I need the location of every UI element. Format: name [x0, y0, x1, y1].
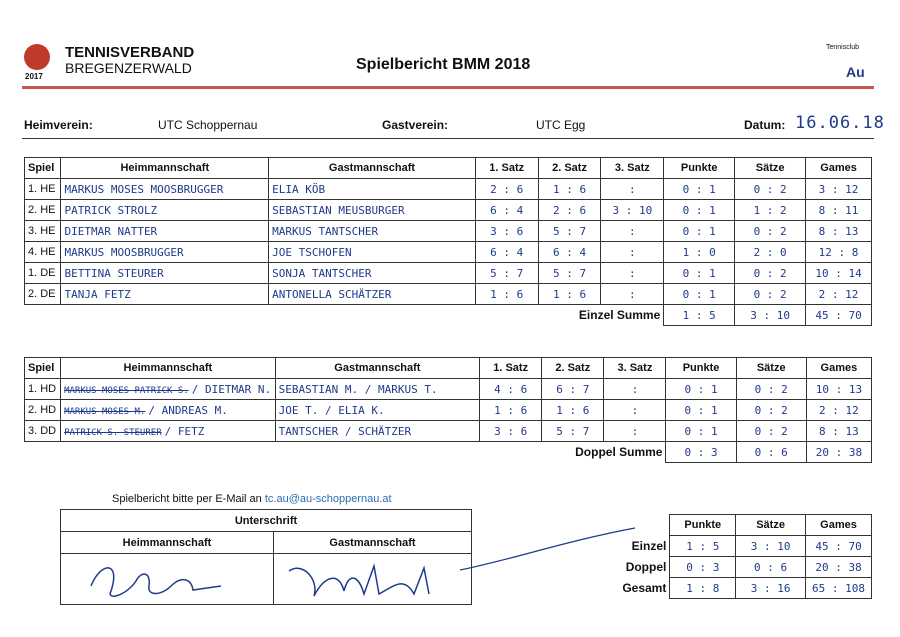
home-players-final: / DIETMAR N.	[191, 382, 272, 396]
table-row	[25, 221, 872, 242]
set1-score: 1 : 6	[475, 284, 538, 305]
singles-header-row	[25, 158, 872, 179]
col-spiel: Spiel	[25, 358, 61, 379]
doubles-sum-sets: 0 : 6	[736, 442, 806, 463]
summary-label: Doppel	[625, 560, 667, 574]
home-players	[61, 400, 276, 421]
set1-score: 3 : 6	[475, 221, 538, 242]
summary-games: 20 : 38	[806, 557, 872, 578]
set2-score: 1 : 6	[538, 284, 601, 305]
signature-guest-field[interactable]	[274, 554, 472, 605]
guest-player: JOE T. / ELIA K.	[275, 400, 479, 421]
col-set3: 3. Satz	[601, 158, 664, 179]
points: 0 : 1	[664, 284, 735, 305]
games: 8 : 11	[806, 200, 872, 221]
games: 10 : 13	[806, 379, 871, 400]
signature-guest-label: Gastmannschaft	[274, 532, 472, 554]
home-players-final: / ANDREAS M.	[148, 403, 228, 417]
summary	[600, 514, 872, 599]
col-guest: Gastmannschaft	[269, 158, 476, 179]
col-games: Games	[806, 158, 872, 179]
doubles-table	[24, 357, 872, 463]
email-note-text: Spielbericht bitte per E-Mail an	[112, 493, 265, 505]
home-club-value: UTC Schoppernau	[158, 118, 258, 132]
email-link[interactable]: tc.au@au-schoppernau.at	[264, 493, 392, 505]
doubles-header-row	[25, 358, 872, 379]
summary-points: 1 : 5	[670, 536, 736, 557]
set3-score: :	[601, 242, 664, 263]
col-games: Games	[806, 358, 871, 379]
points: 0 : 1	[664, 263, 735, 284]
summary-sets: 3 : 10	[736, 536, 806, 557]
games: 2 : 12	[806, 400, 871, 421]
summary-sets: 3 : 16	[736, 578, 806, 599]
guest-player: SEBASTIAN M. / MARKUS T.	[275, 379, 479, 400]
home-player: PATRICK STROLZ	[61, 200, 269, 221]
set1-score: 3 : 6	[480, 421, 542, 442]
guest-player: SEBASTIAN MEUSBURGER	[269, 200, 476, 221]
col-points: Punkte	[666, 358, 736, 379]
points: 0 : 1	[666, 400, 736, 421]
summary-col-games: Games	[806, 515, 872, 536]
singles-table	[24, 157, 872, 326]
set1-score: 6 : 4	[475, 200, 538, 221]
col-set2: 2. Satz	[542, 358, 604, 379]
set2-score: 6 : 4	[538, 242, 601, 263]
doubles-sum-games: 20 : 38	[806, 442, 871, 463]
col-home: Heimmannschaft	[61, 158, 269, 179]
home-players-struck: MARKUS MOSES M.	[64, 406, 146, 417]
set2-score: 1 : 6	[542, 400, 604, 421]
federation-year: 2017	[25, 72, 43, 81]
table-row	[25, 263, 872, 284]
games: 3 : 12	[806, 179, 872, 200]
home-players-final: / FETZ	[164, 424, 205, 438]
table-row	[600, 578, 872, 599]
guest-player: TANTSCHER / SCHÄTZER	[275, 421, 479, 442]
guest-player: ANTONELLA SCHÄTZER	[269, 284, 476, 305]
points: 1 : 0	[664, 242, 735, 263]
home-players	[61, 421, 276, 442]
meta-rule	[22, 138, 874, 139]
guest-player: ELIA KÖB	[269, 179, 476, 200]
col-sets: Sätze	[735, 158, 806, 179]
set2-score: 1 : 6	[538, 179, 601, 200]
set1-score: 1 : 6	[480, 400, 542, 421]
games: 8 : 13	[806, 421, 871, 442]
set3-score: :	[601, 263, 664, 284]
home-player: DIETMAR NATTER	[61, 221, 269, 242]
guest-player: JOE TSCHOFEN	[269, 242, 476, 263]
doubles-sum-points: 0 : 3	[666, 442, 736, 463]
guest-club-value: UTC Egg	[536, 118, 586, 132]
points: 0 : 1	[666, 379, 736, 400]
sets: 0 : 2	[735, 284, 806, 305]
summary-col-points: Punkte	[670, 515, 736, 536]
sets: 2 : 0	[735, 242, 806, 263]
table-row	[25, 200, 872, 221]
doubles-sum-label: Doppel Summe	[575, 445, 663, 460]
points: 0 : 1	[664, 200, 735, 221]
guest-player: MARKUS TANTSCHER	[269, 221, 476, 242]
match-id: 2. HD	[25, 400, 61, 421]
email-note	[112, 493, 392, 505]
set1-score: 2 : 6	[475, 179, 538, 200]
summary-label: Einzel	[631, 539, 667, 553]
set3-score: :	[604, 421, 666, 442]
page-title: Spielbericht BMM 2018	[356, 56, 531, 73]
table-row	[25, 379, 872, 400]
col-set1: 1. Satz	[480, 358, 542, 379]
guest-club-label: Gastverein:	[382, 118, 449, 132]
signature-title: Unterschrift	[61, 510, 472, 532]
home-club-label: Heimverein:	[24, 118, 93, 132]
sets: 0 : 2	[735, 221, 806, 242]
singles-sum-games: 45 : 70	[806, 305, 872, 326]
home-players	[61, 379, 276, 400]
match-id: 2. DE	[25, 284, 61, 305]
col-home: Heimmannschaft	[61, 358, 276, 379]
points: 0 : 1	[664, 221, 735, 242]
sets: 0 : 2	[735, 263, 806, 284]
set1-score: 5 : 7	[475, 263, 538, 284]
table-row	[600, 557, 872, 578]
match-id: 4. HE	[25, 242, 61, 263]
col-set2: 2. Satz	[538, 158, 601, 179]
doubles-sum-row	[25, 442, 872, 463]
col-spiel: Spiel	[25, 158, 61, 179]
singles-sum-label: Einzel Summe	[578, 308, 661, 323]
set3-score: :	[601, 284, 664, 305]
summary-games: 45 : 70	[806, 536, 872, 557]
set3-score: :	[604, 400, 666, 421]
guest-signature-scribble	[284, 556, 472, 604]
match-id: 3. DD	[25, 421, 61, 442]
set3-score: :	[604, 379, 666, 400]
match-id: 1. DE	[25, 263, 61, 284]
sets: 1 : 2	[735, 200, 806, 221]
summary-points: 0 : 3	[670, 557, 736, 578]
table-row	[25, 284, 872, 305]
set2-score: 6 : 7	[542, 379, 604, 400]
sets: 0 : 2	[736, 421, 806, 442]
games: 2 : 12	[806, 284, 872, 305]
match-id: 1. HD	[25, 379, 61, 400]
summary-points: 1 : 8	[670, 578, 736, 599]
header-rule	[22, 86, 874, 89]
summary-sets: 0 : 6	[736, 557, 806, 578]
col-sets: Sätze	[736, 358, 806, 379]
date-label: Datum:	[744, 118, 786, 132]
signature-home-field[interactable]	[61, 554, 274, 605]
sets: 0 : 2	[735, 179, 806, 200]
home-signature-scribble	[81, 556, 274, 604]
table-row	[25, 400, 872, 421]
table-row	[600, 536, 872, 557]
summary-games: 65 : 108	[806, 578, 872, 599]
federation-name-line1: TENNISVERBAND	[65, 44, 195, 61]
singles-sum-sets: 3 : 10	[735, 305, 806, 326]
points: 0 : 1	[664, 179, 735, 200]
sets: 0 : 2	[736, 400, 806, 421]
home-players-struck: PATRICK S. STEURER	[64, 427, 162, 438]
table-row	[25, 242, 872, 263]
games: 12 : 8	[806, 242, 872, 263]
set1-score: 6 : 4	[475, 242, 538, 263]
home-players-struck: MARKUS MOSES PATRICK S.	[64, 385, 189, 396]
singles-sum-row	[25, 305, 872, 326]
table-row	[25, 179, 872, 200]
signature-table	[60, 509, 472, 605]
set1-score: 4 : 6	[480, 379, 542, 400]
summary-table	[600, 514, 872, 599]
home-player: MARKUS MOSES MOOSBRUGGER	[61, 179, 269, 200]
set2-score: 5 : 7	[538, 221, 601, 242]
col-points: Punkte	[664, 158, 735, 179]
set3-score: :	[601, 221, 664, 242]
federation-name-line2: BREGENZERWALD	[65, 60, 192, 76]
games: 8 : 13	[806, 221, 872, 242]
date-value: 16.06.18	[795, 113, 885, 133]
club-logo-text: Tennisclub	[826, 44, 860, 51]
match-id: 3. HE	[25, 221, 61, 242]
summary-label: Gesamt	[622, 581, 667, 595]
match-id: 2. HE	[25, 200, 61, 221]
home-player: TANJA FETZ	[61, 284, 269, 305]
set3-score: 3 : 10	[601, 200, 664, 221]
guest-player: SONJA TANTSCHER	[269, 263, 476, 284]
col-guest: Gastmannschaft	[275, 358, 479, 379]
federation-logo	[24, 44, 50, 70]
home-player: BETTINA STEURER	[61, 263, 269, 284]
table-row	[25, 421, 872, 442]
club-logo-mark: Au	[846, 64, 865, 80]
set2-score: 5 : 7	[542, 421, 604, 442]
signature-home-label: Heimmannschaft	[61, 532, 274, 554]
col-set3: 3. Satz	[604, 358, 666, 379]
sets: 0 : 2	[736, 379, 806, 400]
set3-score: :	[601, 179, 664, 200]
match-id: 1. HE	[25, 179, 61, 200]
set2-score: 2 : 6	[538, 200, 601, 221]
set2-score: 5 : 7	[538, 263, 601, 284]
singles-sum-points: 1 : 5	[664, 305, 735, 326]
col-set1: 1. Satz	[475, 158, 538, 179]
games: 10 : 14	[806, 263, 872, 284]
points: 0 : 1	[666, 421, 736, 442]
home-player: MARKUS MOOSBRUGGER	[61, 242, 269, 263]
summary-col-sets: Sätze	[736, 515, 806, 536]
